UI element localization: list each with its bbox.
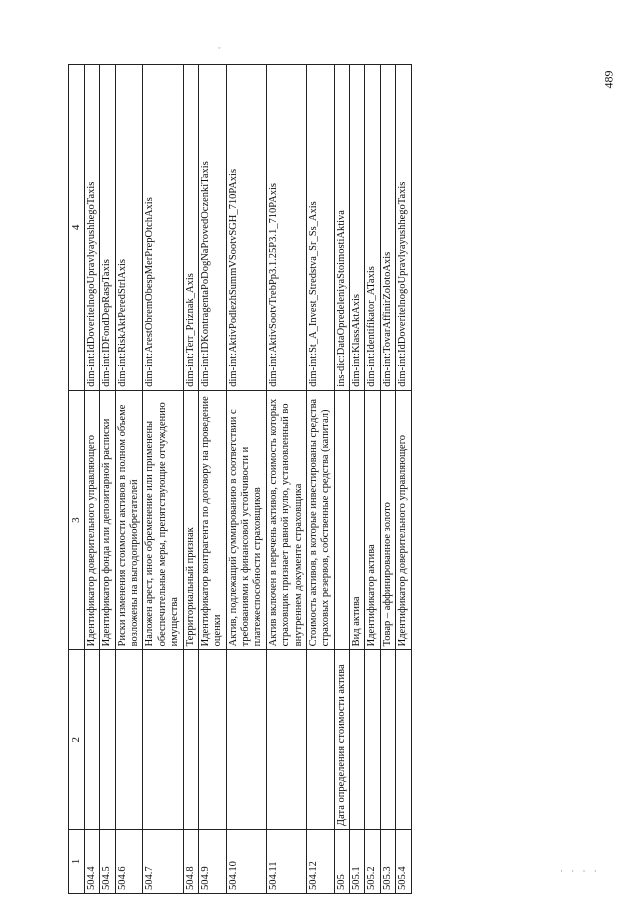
cell-axis: dim-int:IdDoveritelnogoUpravlyayushhegoTaxis: [396, 65, 411, 391]
cell-axis: dim-int:St_A_Invest_Stredstva_Sr_Ss_Axis: [306, 65, 334, 391]
cell-axis: dim-int:RiskAktPeredStrlAxis: [115, 65, 143, 391]
cell-desc: Идентификатор фонда или депозитарной расписки: [100, 390, 115, 650]
cell-code: 504.9: [198, 830, 226, 894]
cell-name: [306, 650, 334, 830]
cell-axis: ins-dic:DataOpredeleniyaStoimostiAktiva: [334, 65, 349, 391]
table-row: [396, 65, 411, 894]
cell-code: 505.2: [365, 830, 380, 894]
cell-axis: dim-int:AktivSootvTrebPp3.1.25P3.1_710PAxis: [266, 65, 306, 391]
scan-artifacts: · · · ·: [560, 866, 600, 876]
column-header: 4: [69, 65, 85, 391]
cell-desc: [334, 390, 349, 650]
cell-desc: Идентификатор актива: [365, 390, 380, 650]
cell-code: 504.8: [183, 830, 198, 894]
page-number: 489: [601, 70, 616, 89]
cell-name: [226, 650, 266, 830]
cell-name: [183, 650, 198, 830]
table-row: [115, 65, 143, 894]
cell-desc: Идентификатор доверительного управляющего: [396, 390, 411, 650]
table-row: [365, 65, 380, 894]
table-row: [306, 65, 334, 894]
table-row: [334, 65, 349, 894]
table-row: [198, 65, 226, 894]
cell-name: [365, 650, 380, 830]
cell-desc: Идентификатор доверительного управляющего: [84, 390, 99, 650]
cell-axis: dim-int:KlassAktAxis: [350, 65, 365, 391]
cell-name: [380, 650, 395, 830]
table-header-row: [69, 65, 85, 894]
table-container: [68, 64, 568, 894]
taxonomy-table: [68, 64, 412, 894]
cell-code: 505.1: [350, 830, 365, 894]
cell-desc: Товар – аффинированное золото: [380, 390, 395, 650]
table-row: [380, 65, 395, 894]
column-header: 2: [69, 650, 85, 830]
cell-name: Дата определения стоимости актива: [334, 650, 349, 830]
cell-axis: dim-int:IDKontragentaPoDogNaProvedOczenkiTaxis: [198, 65, 226, 391]
cell-code: 504.11: [266, 830, 306, 894]
cell-axis: dim-int:Identifikator_ATaxis: [365, 65, 380, 391]
cell-name: [143, 650, 183, 830]
cell-code: 504.7: [143, 830, 183, 894]
cell-axis: dim-int:ArestObremObespMerPrepOtchAxis: [143, 65, 183, 391]
cell-code: 504.6: [115, 830, 143, 894]
cell-name: [115, 650, 143, 830]
cell-desc: Наложен арест, иное обременение или применены обеспечительные меры, препятствующие отчуждению имущества: [143, 390, 183, 650]
column-header: 1: [69, 830, 85, 894]
cell-axis: dim-int:IDFondDepRaspTaxis: [100, 65, 115, 391]
cell-code: 504.5: [100, 830, 115, 894]
cell-name: [100, 650, 115, 830]
cell-name: [266, 650, 306, 830]
table-row: [143, 65, 183, 894]
cell-desc: Стоимость активов, в которые инвестированы средства страховых резервов, собственные средства (капитал): [306, 390, 334, 650]
table-row: [100, 65, 115, 894]
cell-axis: dim-int:Terr_Priznak_Axis: [183, 65, 198, 391]
cell-code: 505.3: [380, 830, 395, 894]
table-row: [350, 65, 365, 894]
cell-desc: Риски изменения стоимости активов в полном объеме возложены на выгодоприобретателей: [115, 390, 143, 650]
cell-code: 504.4: [84, 830, 99, 894]
cell-name: [84, 650, 99, 830]
cell-name: [396, 650, 411, 830]
cell-code: 504.10: [226, 830, 266, 894]
cell-axis: dim-int:AktivPodlezhSummVSootvSGH_710PAxis: [226, 65, 266, 391]
cell-desc: Территориальный признак: [183, 390, 198, 650]
cell-desc: Актив, подлежащий суммированию в соответствии с требованиями к финансовой устойчивости и платежеспособности страховщиков: [226, 390, 266, 650]
cell-axis: dim-int:TovarAffinirZolotoAxis: [380, 65, 395, 391]
cell-code: 505: [334, 830, 349, 894]
table-row: [84, 65, 99, 894]
scan-mark: ˇ: [218, 46, 221, 55]
cell-code: 505.4: [396, 830, 411, 894]
cell-name: [198, 650, 226, 830]
cell-desc: Актив включен в перечень активов, стоимость которых страховщик признает равной нулю, установленный во внутреннем документе страховщика: [266, 390, 306, 650]
table-row: [183, 65, 198, 894]
table-row: [226, 65, 266, 894]
cell-name: [350, 650, 365, 830]
cell-desc: Вид актива: [350, 390, 365, 650]
cell-desc: Идентификатор контрагента по договору на проведение оценки: [198, 390, 226, 650]
cell-code: 504.12: [306, 830, 334, 894]
cell-axis: dim-int:IdDoveritelnogoUpravlyayushhegoTaxis: [84, 65, 99, 391]
table-row: [266, 65, 306, 894]
column-header: 3: [69, 390, 85, 650]
